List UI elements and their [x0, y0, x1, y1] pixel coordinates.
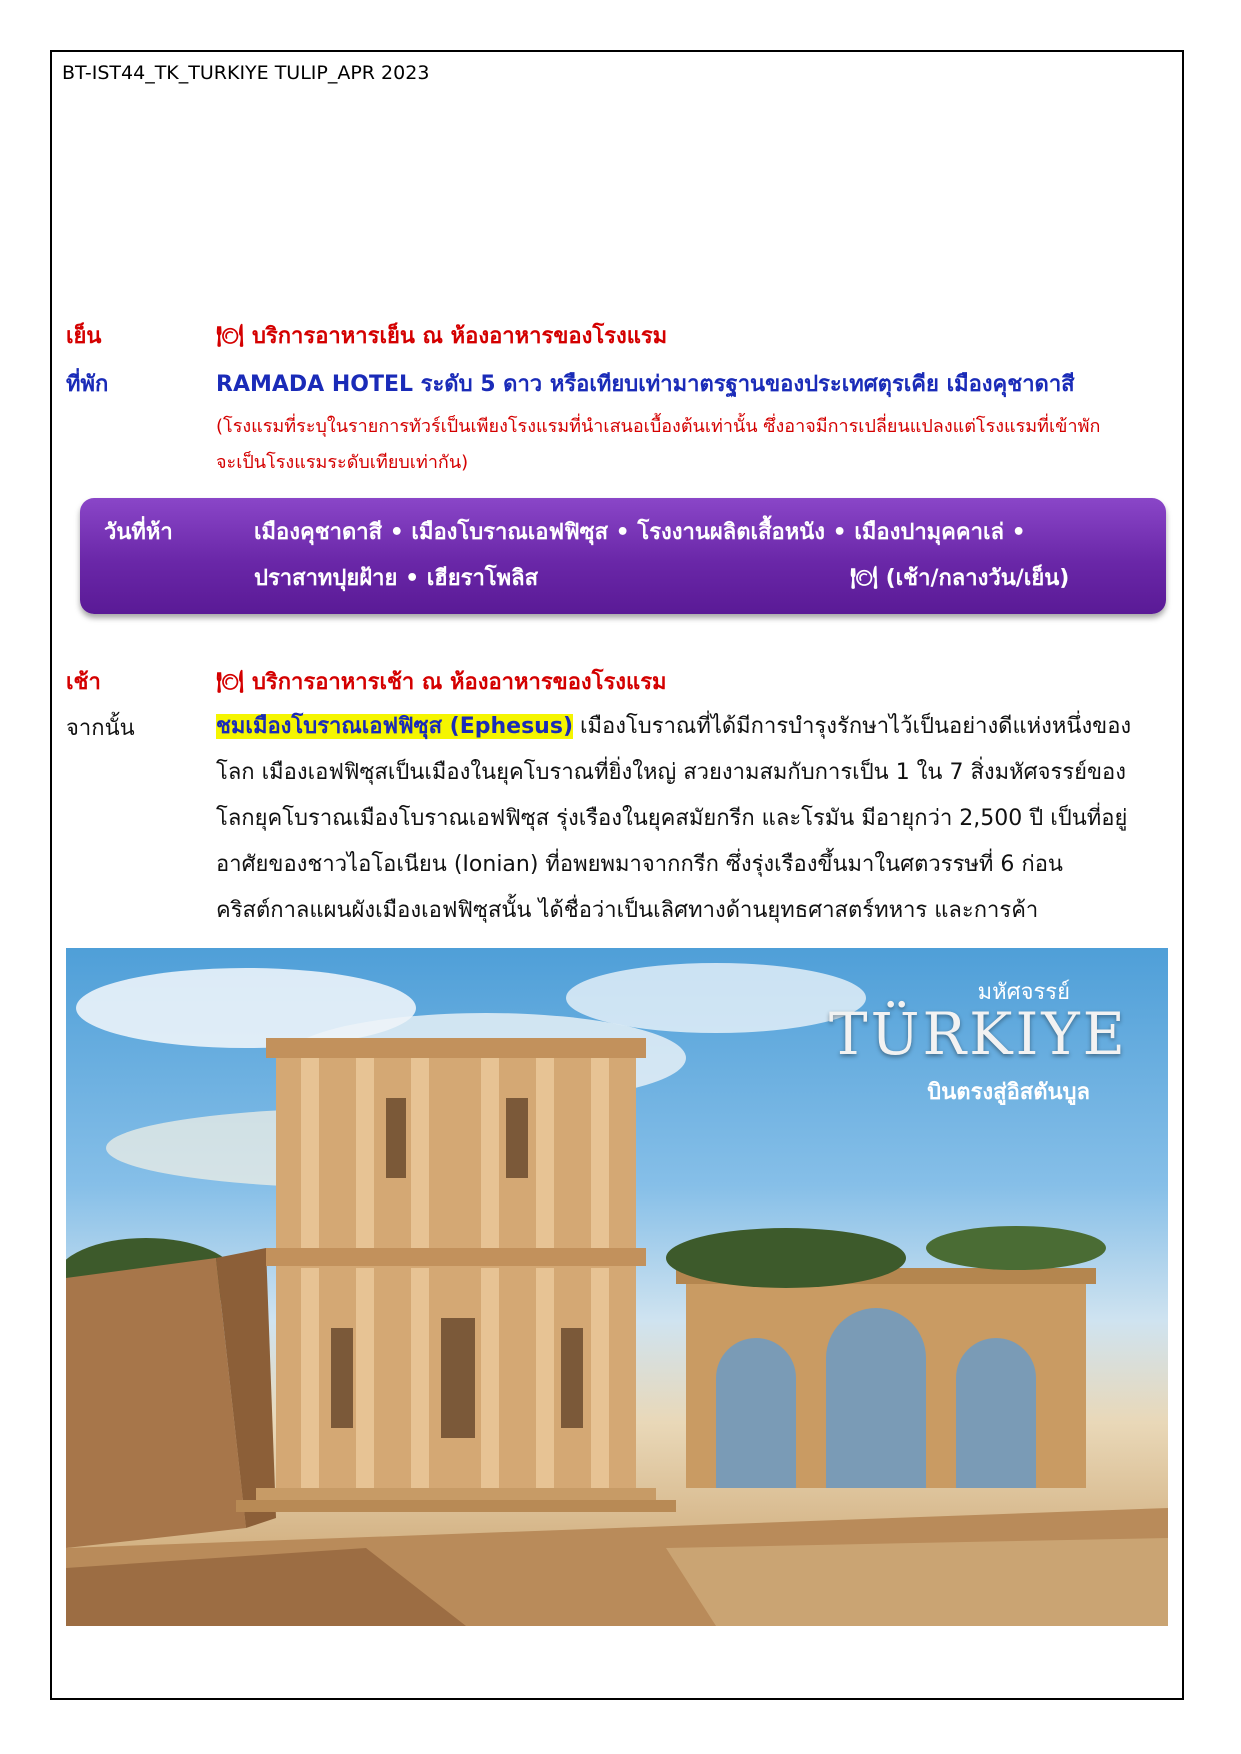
paragraph-line-3: โลกยุคโบราณเมืองโบราณเอฟฟิซุส รุ่งเรืองในยุคสมัยกรีก และโรมัน มีอายุกว่า 2,500 ปี เป็นที่อยู่ [216, 806, 1128, 831]
breakfast-label: เช้า [66, 670, 101, 695]
watermark-caption: มหัศจรรย์ [977, 980, 1070, 1005]
hotel-label: ที่พัก [66, 372, 109, 397]
ephesus-paragraph [216, 704, 1186, 934]
watermark-subtitle: บินตรงสู่อิสตันบูล [927, 1080, 1090, 1105]
dinner-description: บริการอาหารเย็น ณ ห้องอาหารของโรงแรม [251, 324, 668, 349]
itinerary-line-1: เมืองคุชาดาสี • เมืองโบราณเอฟฟิซุส • โรงงานผลิตเสื้อหนัง • เมืองปามุคคาเล่ • [254, 520, 1026, 545]
paragraph-line-1 [216, 704, 1186, 750]
paragraph-line-4: อาศัยของชาวไอโอเนียน (Ionian) ที่อพยพมาจากกรีก ซึ่งรุ่งเรืองขึ้นมาในศตวรรษที่ 6 ก่อน [216, 852, 1063, 877]
breakfast-row [66, 664, 1176, 694]
breakfast-description: บริการอาหารเช้า ณ ห้องอาหารของโรงแรม [251, 670, 667, 695]
hotel-content [216, 366, 1176, 481]
then-label: จากนั้น [66, 716, 135, 741]
meals-included: 🍽 (เช้า/กลางวัน/เย็น) [850, 566, 1070, 591]
paragraph-line-1-text: เมืองโบราณที่ได้มีการบำรุงรักษาไว้เป็นอย่างดีแห่งหนึ่งของ [573, 714, 1132, 739]
dish-icon: 🍽 [216, 324, 244, 349]
day-label: วันที่ห้า [104, 520, 173, 545]
hotel-row [66, 366, 1176, 486]
hotel-note-1: (โรงแรมที่ระบุในรายการทัวร์เป็นเพียงโรงแรมที่นำเสนอเบื้องต้นเท่านั้น ซึ่งอาจมีการเปลี่ยนแปลงแต่โรงแรมที่เข้าพัก [216, 416, 1101, 437]
day-banner [80, 498, 1166, 614]
dinner-text [216, 318, 1176, 353]
hotel-note-2: จะเป็นโรงแรมระดับเทียบเท่ากัน) [216, 452, 469, 473]
dinner-row [66, 318, 1176, 348]
then-row [66, 704, 1176, 944]
dinner-label: เย็น [66, 324, 102, 349]
watermark-turkiye: TÜRKIYE [828, 1000, 1128, 1068]
breakfast-text [216, 664, 1176, 699]
dish-icon: 🍽 [216, 670, 244, 695]
ephesus-highlight: ชมเมืองโบราณเอฟฟิซุส (Ephesus) [216, 714, 573, 739]
paragraph-line-2: โลก เมืองเอฟฟิซุสเป็นเมืองในยุคโบราณที่ยิ่งใหญ่ สวยงามสมกับการเป็น 1 ใน 7 สิ่งมหัศจรรย์ของ [216, 760, 1126, 785]
hotel-name: RAMADA HOTEL ระดับ 5 ดาว หรือเทียบเท่ามาตรฐานของประเทศตุรเคีย เมืองคุชาดาสี [216, 372, 1075, 397]
ephesus-library-photo [66, 948, 1168, 1626]
itinerary-line-2: ปราสาทปุยฝ้าย • เฮียราโพลิส [254, 566, 539, 591]
paragraph-line-5: คริสต์กาลแผนผังเมืองเอฟฟิซุสนั้น ได้ชื่อว่าเป็นเลิศทางด้านยุทธศาสตร์ทหาร และการค้า [216, 898, 1039, 923]
document-code: BT-IST44_TK_TURKIYE TULIP_APR 2023 [62, 62, 430, 84]
